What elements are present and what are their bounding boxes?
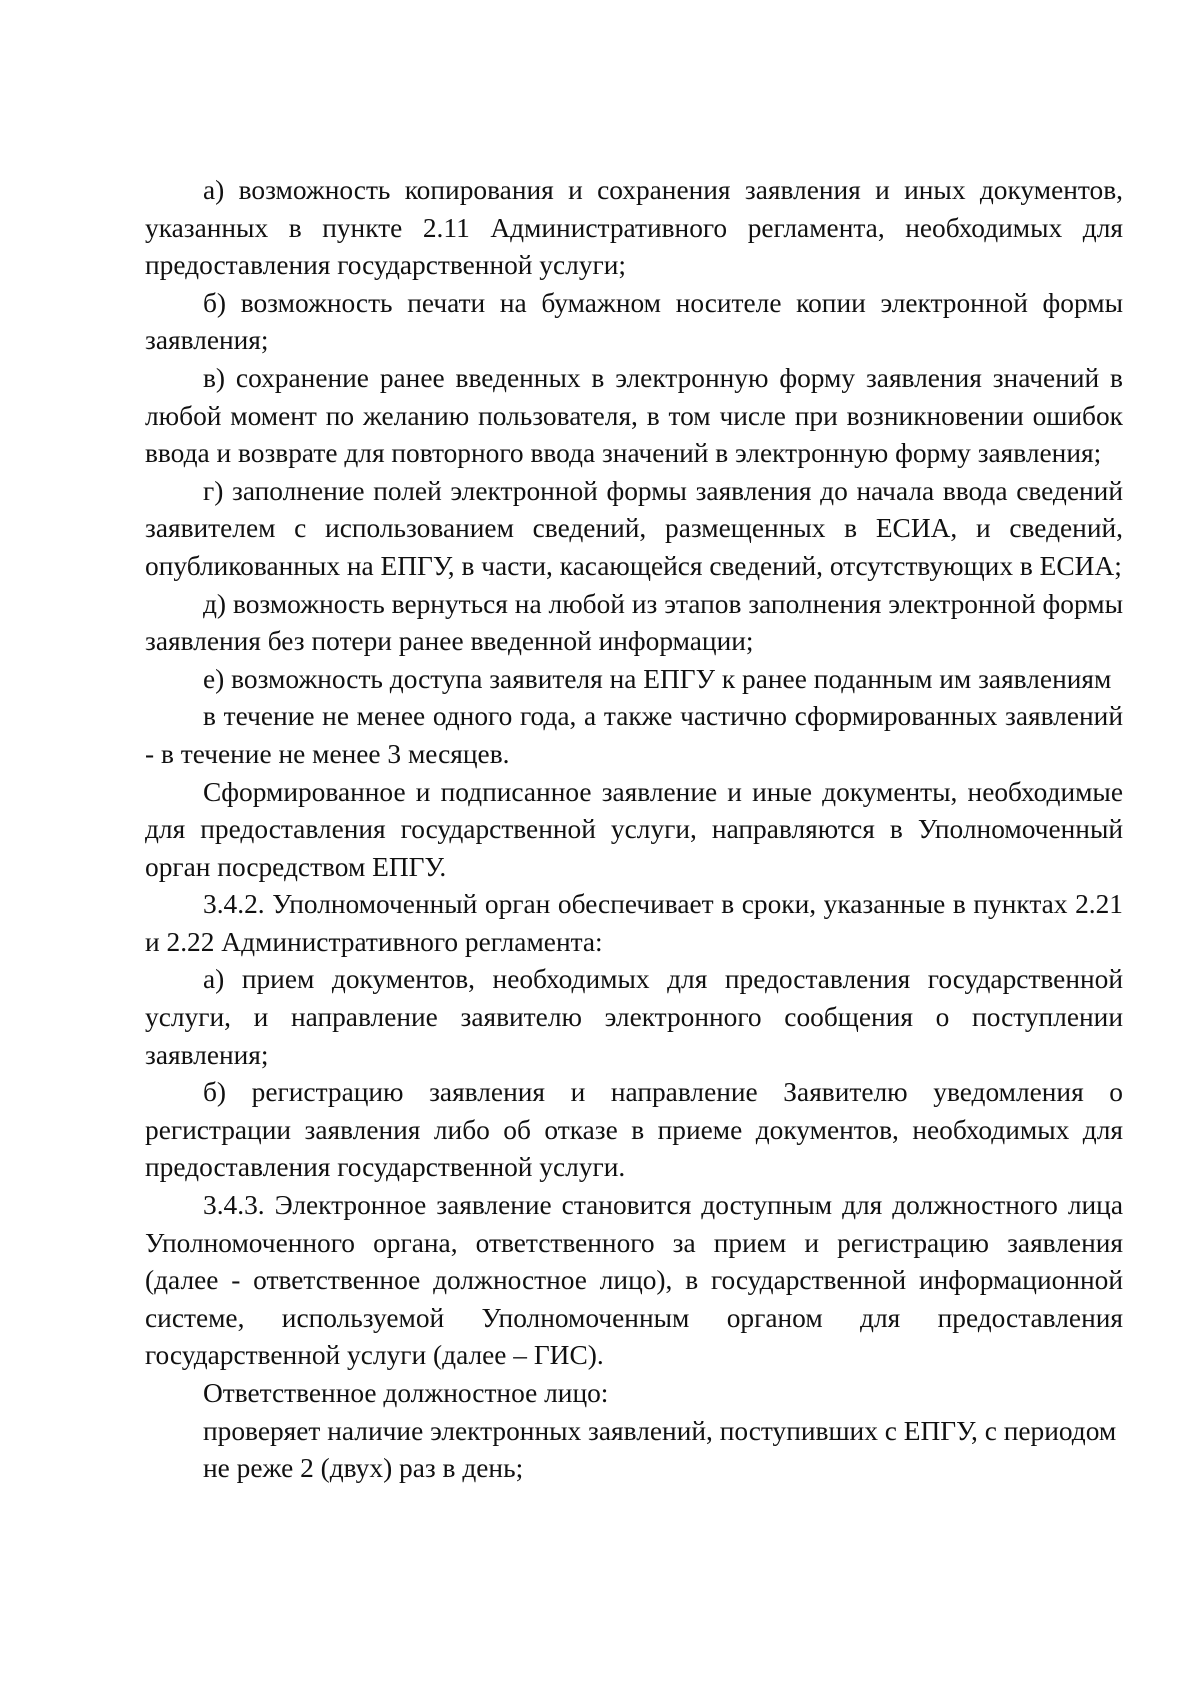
paragraph-e-access: е) возможность доступа заявителя на ЕПГУ к ранее поданным им заявлениям bbox=[203, 663, 1112, 694]
paragraph-g-autofill: г) заполнение полей электронной формы заявления до начала ввода сведений заявителем с использованием сведений, размещенных в ЕСИА, и сведений, опубликованных на ЕПГУ, в части, касающейся сведений, отсутствующих в ЕСИА; bbox=[145, 475, 1123, 581]
paragraph-responsible-official: Ответственное должностное лицо: bbox=[203, 1378, 609, 1408]
paragraph-3-4-2-a: а) прием документов, необходимых для предоставления государственной услуги, и направление заявителю электронного сообщения о поступлении заявления; bbox=[145, 964, 1123, 1070]
paragraph-3-4-3: 3.4.3. Электронное заявление становится доступным для должностного лица Уполномоченного органа, ответственного за прием и регистрацию заявления (далее - ответственное должностное лицо), в государственной информационной системе, используемой Уполномоченным органом для предоставления государственной услуги (далее – ГИС). bbox=[145, 1190, 1123, 1371]
paragraph-e-duration: в течение не менее одного года, а также частично сформированных заявлений - в течение не менее 3 месяцев. bbox=[145, 701, 1123, 769]
paragraph-checks-applications: проверяет наличие электронных заявлений, поступивших с ЕПГУ, с периодом bbox=[203, 1415, 1117, 1446]
paragraph-a-copy-save: а) возможность копирования и сохранения заявления и иных документов, указанных в пункте 2.11 Административного регламента, необходимых для предоставления государственной услуги; bbox=[145, 175, 1123, 281]
paragraph-b-print: б) возможность печати на бумажном носителе копии электронной формы заявления; bbox=[145, 287, 1123, 356]
paragraph-3-4-2-b: б) регистрацию заявления и направление Заявителю уведомления о регистрации заявления либо об отказе в приеме документов, необходимых для предоставления государственной услуги. bbox=[145, 1077, 1123, 1183]
paragraph-3-4-2: 3.4.2. Уполномоченный орган обеспечивает в сроки, указанные в пунктах 2.21 и 2.22 Административного регламента: bbox=[145, 889, 1123, 957]
paragraph-v-save-values: в) сохранение ранее введенных в электронную форму заявления значений в любой момент по желанию пользователя, в том числе при возникновении ошибок ввода и возврате для повторного ввода значений в электронную форму заявления; bbox=[145, 362, 1123, 469]
paragraph-d-return-step: д) возможность вернуться на любой из этапов заполнения электронной формы заявления без потери ранее введенной информации; bbox=[145, 588, 1123, 657]
paragraph-frequency: не реже 2 (двух) раз в день; bbox=[203, 1453, 524, 1484]
document-body bbox=[145, 172, 1123, 1488]
paragraph-submission: Сформированное и подписанное заявление и иные документы, необходимые для предоставления государственной услуги, направляются в Уполномоченный орган посредством ЕПГУ. bbox=[145, 776, 1123, 882]
